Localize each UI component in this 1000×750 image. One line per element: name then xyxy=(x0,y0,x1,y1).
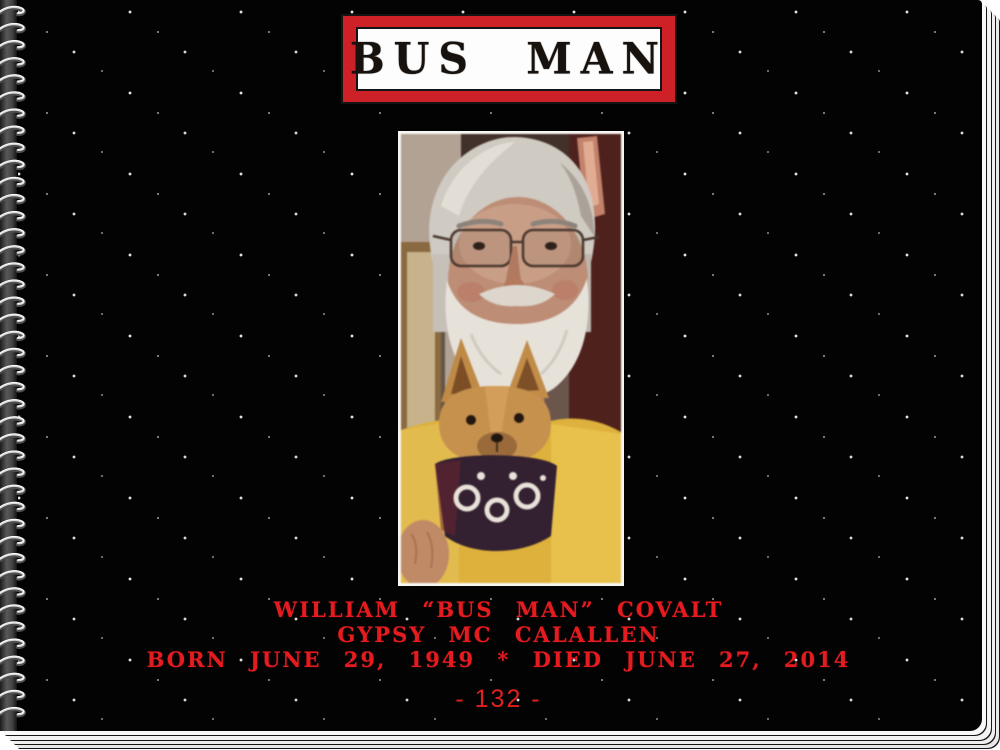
memorial-alias-line: GYPSY MC CALALLEN xyxy=(337,622,660,647)
memorial-name-line: WILLIAM “BUS MAN” COVALT xyxy=(273,597,724,622)
title-banner-paper xyxy=(350,27,668,91)
page-number: - 132 - xyxy=(455,685,542,713)
page-title: BUS MAN xyxy=(350,34,668,84)
title-banner xyxy=(341,14,677,104)
memorial-text xyxy=(17,597,980,672)
portrait-photo xyxy=(398,131,624,586)
spiral-binding-strip xyxy=(0,0,18,731)
portrait-photo-illustration xyxy=(401,134,621,583)
memorial-dates-line: BORN JUNE 29, 1949 * DIED JUNE 27, 2014 xyxy=(146,647,851,672)
